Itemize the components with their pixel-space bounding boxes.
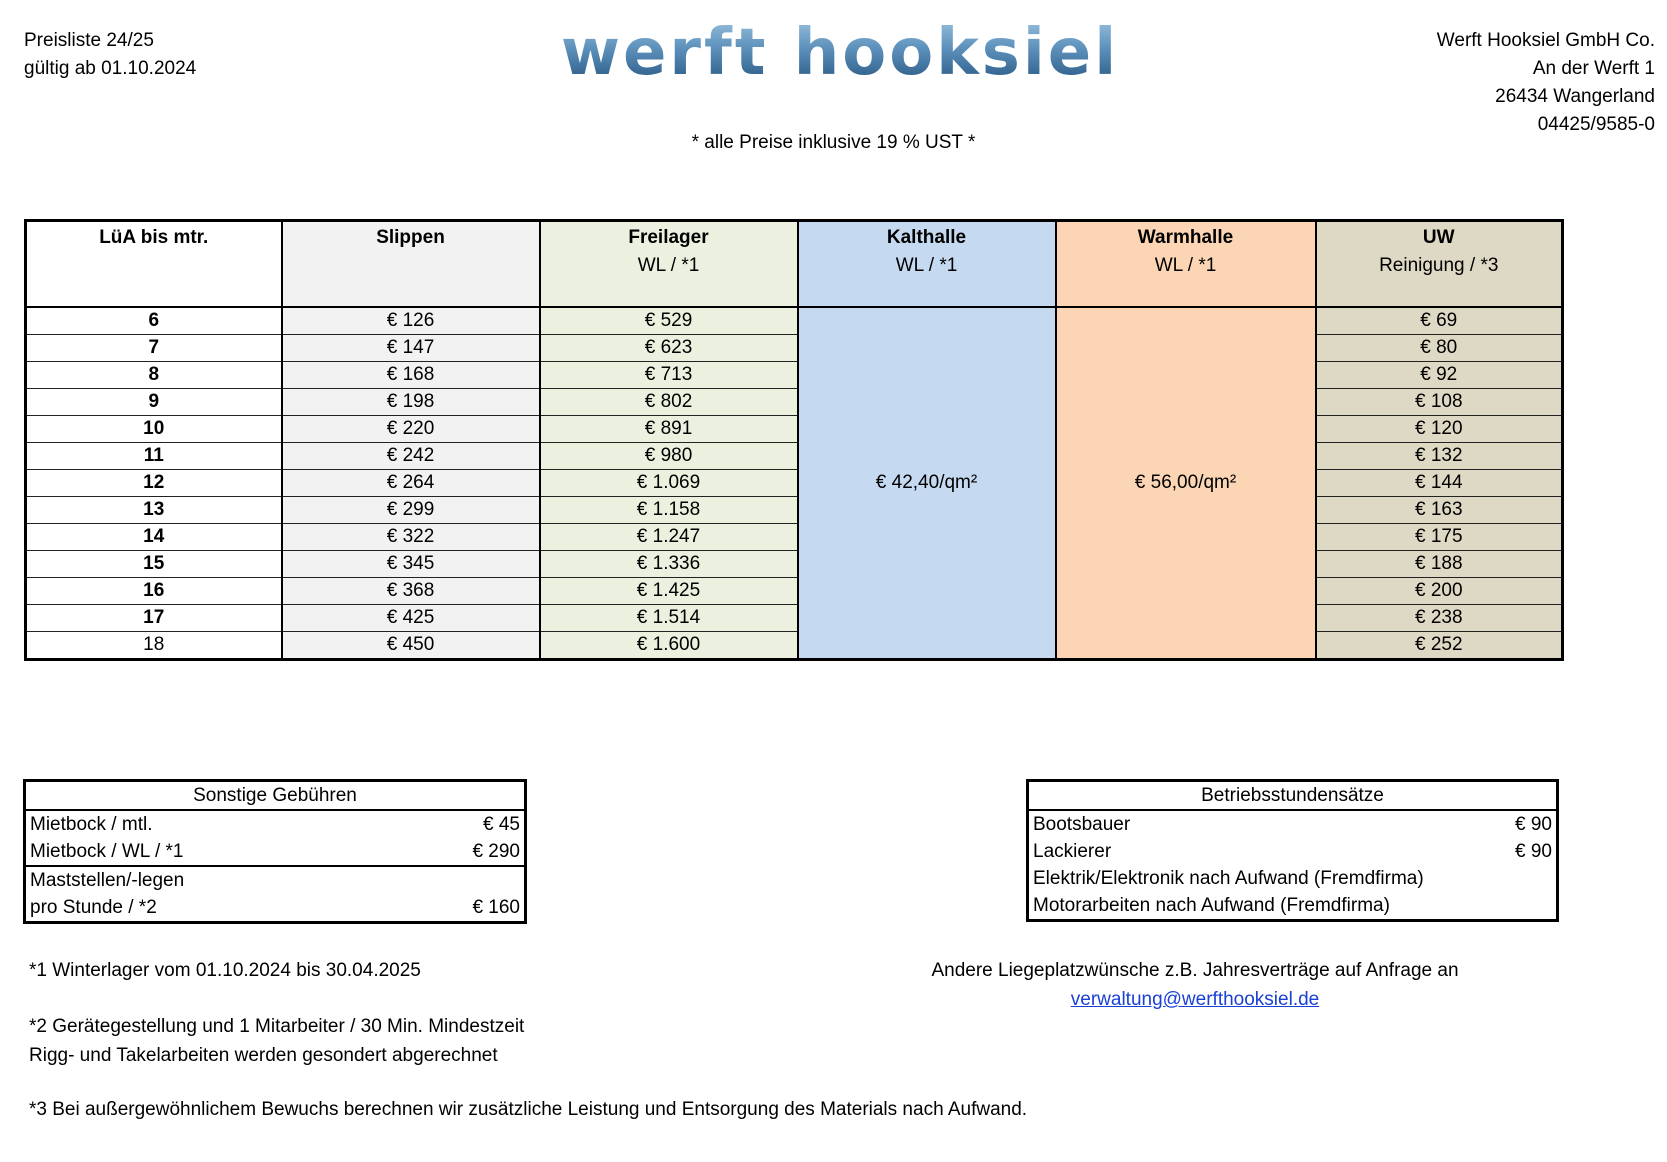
- list-item: [25, 866, 526, 894]
- fee-label: Mietbock / mtl.: [30, 813, 153, 835]
- table-header-row: [26, 221, 1563, 308]
- vat-note: * alle Preise inklusive 19 % UST *: [691, 132, 976, 153]
- column-header-freilager: Freilager WL / *1: [540, 221, 798, 308]
- freilager-cell: € 802: [540, 389, 798, 416]
- footnote-3: *3 Bei außergewöhnlichem Bewuchs berechnen wir zusätzliche Leistung und Entsorgung des Materials nach Aufwand.: [29, 1099, 1028, 1120]
- hourly-rates-table: [1026, 779, 1559, 922]
- length-cell: 13: [26, 497, 282, 524]
- length-cell: 8: [26, 362, 282, 389]
- fee-amount: € 45: [483, 813, 520, 835]
- rate-label: Lackierer: [1033, 840, 1112, 862]
- freilager-cell: € 1.069: [540, 470, 798, 497]
- fee-label: pro Stunde / *2: [30, 896, 157, 918]
- logo-text: werft hooksiel: [560, 18, 1120, 90]
- table-row: [26, 362, 1563, 389]
- table-row: [26, 551, 1563, 578]
- inquiry-note: [910, 956, 1480, 1014]
- length-cell: 15: [26, 551, 282, 578]
- table-row: [26, 605, 1563, 632]
- hourly-rates-title: Betriebsstundensätze: [1028, 781, 1558, 811]
- length-cell: 9: [26, 389, 282, 416]
- uw-cell: € 120: [1316, 416, 1563, 443]
- rate-label: Elektrik/Elektronik nach Aufwand (Fremdfirma): [1033, 867, 1424, 889]
- table-row: [26, 470, 1563, 497]
- fee-amount: € 160: [472, 896, 520, 918]
- list-item: [1028, 865, 1558, 892]
- footnote-1: *1 Winterlager vom 01.10.2024 bis 30.04.2025: [29, 960, 421, 981]
- list-item: [1028, 810, 1558, 838]
- table-row: [26, 524, 1563, 551]
- company-street: An der Werft 1: [1532, 58, 1655, 79]
- length-cell: 11: [26, 443, 282, 470]
- price-table: [24, 219, 1564, 661]
- slippen-cell: € 126: [282, 307, 540, 335]
- fee-amount: € 290: [472, 840, 520, 862]
- slippen-cell: € 264: [282, 470, 540, 497]
- list-item: [1028, 838, 1558, 865]
- table-row: [26, 389, 1563, 416]
- uw-cell: € 108: [1316, 389, 1563, 416]
- list-item: [25, 810, 526, 838]
- footnote-2-line2: Rigg- und Takelarbeiten werden gesondert abgerechnet: [29, 1045, 498, 1066]
- other-fees-title: Sonstige Gebühren: [25, 781, 526, 811]
- table-row: [26, 416, 1563, 443]
- company-address: [1437, 27, 1655, 139]
- freilager-cell: € 623: [540, 335, 798, 362]
- company-name: Werft Hooksiel GmbH Co.: [1436, 30, 1655, 51]
- warmhalle-price: € 56,00/qm²: [1056, 307, 1316, 660]
- other-fees-title-row: [25, 781, 526, 811]
- freilager-cell: € 1.514: [540, 605, 798, 632]
- uw-cell: € 252: [1316, 632, 1563, 660]
- slippen-cell: € 368: [282, 578, 540, 605]
- freilager-cell: € 529: [540, 307, 798, 335]
- uw-cell: € 200: [1316, 578, 1563, 605]
- freilager-cell: € 713: [540, 362, 798, 389]
- rate-amount: [1488, 865, 1558, 892]
- table-row: [26, 335, 1563, 362]
- fee-amount: [425, 866, 526, 894]
- price-list-title: Preisliste 24/25: [24, 30, 154, 51]
- table-row: [26, 443, 1563, 470]
- email-link[interactable]: verwaltung@werfthooksiel.de: [1070, 989, 1320, 1010]
- slippen-cell: € 147: [282, 335, 540, 362]
- inquiry-text: Andere Liegeplatzwünsche z.B. Jahresverträge auf Anfrage an: [931, 960, 1459, 981]
- company-city: 26434 Wangerland: [1495, 86, 1655, 107]
- slippen-cell: € 322: [282, 524, 540, 551]
- rate-amount: € 90: [1515, 813, 1552, 835]
- slippen-cell: € 242: [282, 443, 540, 470]
- slippen-cell: € 220: [282, 416, 540, 443]
- slippen-cell: € 299: [282, 497, 540, 524]
- fee-label: Mietbock / WL / *1: [30, 840, 184, 862]
- slippen-cell: € 450: [282, 632, 540, 660]
- length-cell: 7: [26, 335, 282, 362]
- column-header-warmhalle: Warmhalle WL / *1: [1056, 221, 1316, 308]
- column-header-length: LüA bis mtr.: [26, 221, 282, 308]
- company-phone: 04425/9585-0: [1537, 114, 1655, 135]
- freilager-cell: € 1.600: [540, 632, 798, 660]
- freilager-cell: € 1.247: [540, 524, 798, 551]
- length-cell: 14: [26, 524, 282, 551]
- uw-cell: € 92: [1316, 362, 1563, 389]
- uw-cell: € 132: [1316, 443, 1563, 470]
- list-item: [1028, 892, 1558, 921]
- length-cell: 17: [26, 605, 282, 632]
- uw-cell: € 144: [1316, 470, 1563, 497]
- uw-cell: € 238: [1316, 605, 1563, 632]
- list-item: [25, 894, 526, 923]
- slippen-cell: € 425: [282, 605, 540, 632]
- kalthalle-price: € 42,40/qm²: [798, 307, 1056, 660]
- logo: [560, 18, 1120, 98]
- length-cell: 12: [26, 470, 282, 497]
- footnote-2-line1: *2 Gerätegestellung und 1 Mitarbeiter / 30 Min. Mindestzeit: [29, 1016, 525, 1037]
- table-row: [26, 578, 1563, 605]
- table-row: [26, 307, 1563, 335]
- list-item: [25, 838, 526, 866]
- freilager-cell: € 1.336: [540, 551, 798, 578]
- other-fees-table: [23, 779, 527, 924]
- length-cell: 18: [26, 632, 282, 660]
- uw-cell: € 69: [1316, 307, 1563, 335]
- slippen-cell: € 168: [282, 362, 540, 389]
- uw-cell: € 175: [1316, 524, 1563, 551]
- rate-amount: [1488, 892, 1558, 921]
- column-header-uw: UW Reinigung / *3: [1316, 221, 1563, 308]
- table-row: [26, 632, 1563, 660]
- freilager-cell: € 980: [540, 443, 798, 470]
- rate-label: Motorarbeiten nach Aufwand (Fremdfirma): [1033, 894, 1390, 916]
- length-cell: 16: [26, 578, 282, 605]
- footnote-2: [29, 1012, 524, 1070]
- freilager-cell: € 891: [540, 416, 798, 443]
- column-header-slippen: Slippen: [282, 221, 540, 308]
- price-list-info: [24, 27, 196, 83]
- freilager-cell: € 1.158: [540, 497, 798, 524]
- valid-from: gültig ab 01.10.2024: [24, 58, 197, 79]
- table-row: [26, 497, 1563, 524]
- uw-cell: € 80: [1316, 335, 1563, 362]
- uw-cell: € 163: [1316, 497, 1563, 524]
- freilager-cell: € 1.425: [540, 578, 798, 605]
- hourly-rates-title-row: [1028, 781, 1558, 811]
- slippen-cell: € 345: [282, 551, 540, 578]
- length-cell: 10: [26, 416, 282, 443]
- uw-cell: € 188: [1316, 551, 1563, 578]
- rate-amount: € 90: [1515, 840, 1552, 862]
- column-header-kalthalle: Kalthalle WL / *1: [798, 221, 1056, 308]
- rate-label: Bootsbauer: [1033, 813, 1131, 835]
- slippen-cell: € 198: [282, 389, 540, 416]
- fee-label: Maststellen/-legen: [25, 866, 425, 894]
- length-cell: 6: [26, 307, 282, 335]
